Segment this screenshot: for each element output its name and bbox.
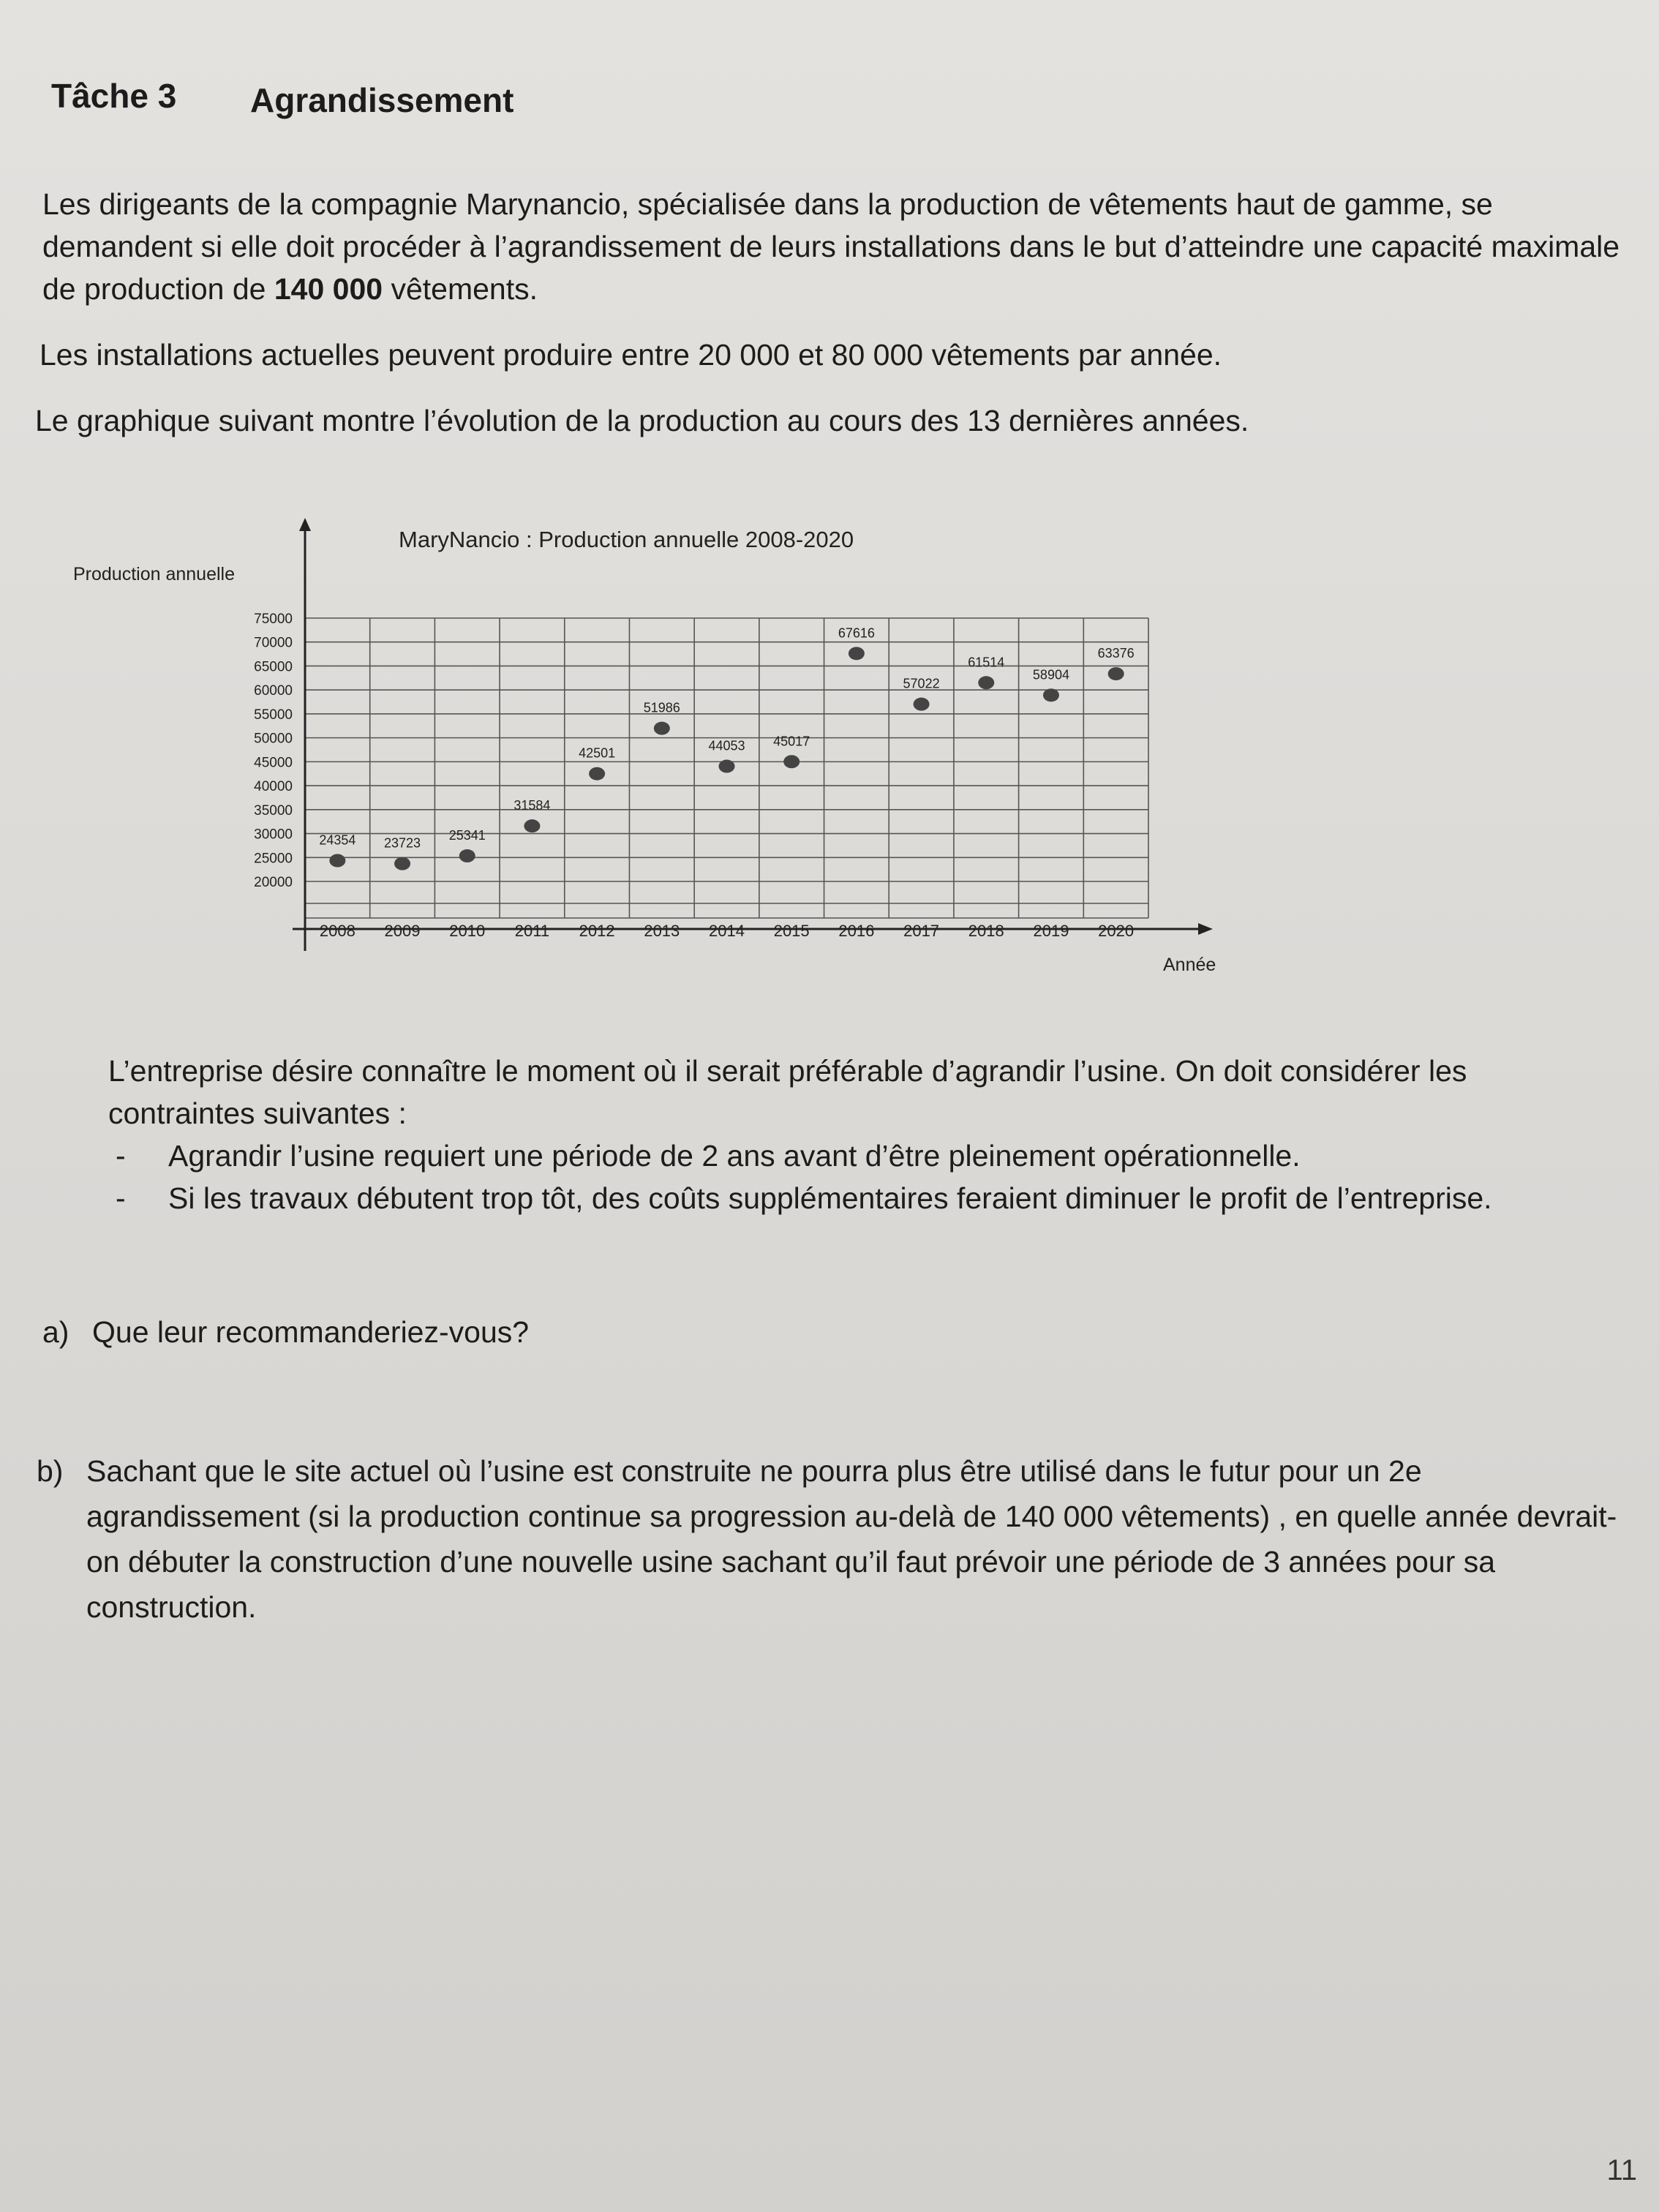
- data-label: 31584: [514, 798, 551, 813]
- data-label: 25341: [448, 828, 486, 843]
- intro-text: Les dirigeants de la compagnie Marynancio, spécialisée dans la production de vêtements haut de gamme, se demandent si elle doit procéder à l’agrandissement de leurs installations dans le but d’atteindre une capacité maximale de production de: [42, 187, 1620, 306]
- intro-bold-capacity: 140 000: [274, 272, 383, 306]
- data-label: 51986: [643, 700, 680, 715]
- task-title: Agrandissement: [250, 81, 514, 119]
- question-b: [37, 1448, 1639, 1630]
- data-point: [459, 849, 475, 862]
- data-point: [978, 676, 994, 689]
- y-tick-label: 45000: [254, 755, 293, 771]
- data-point: [524, 819, 540, 832]
- data-label: 67616: [838, 625, 875, 641]
- x-tick-label: 2014: [709, 922, 745, 940]
- bullet-dash: -: [116, 1139, 126, 1173]
- data-label: 44053: [708, 738, 745, 753]
- question-b-text: Sachant que le site actuel où l’usine est construite ne pourra plus être utilisé dans le futur pour un 2e agrandissement (si la production continue sa progression au-delà de 140 000 vêtements) , en quelle année devrait-on débuter la construction d’une nouvelle usine sachant qu’il faut prévoir une période de 3 années pour sa construction.: [86, 1454, 1617, 1624]
- y-tick-label: 50000: [254, 731, 293, 747]
- x-tick-label: 2017: [903, 922, 940, 940]
- constraint-item: [108, 1177, 1571, 1219]
- question-b-label: b): [37, 1454, 64, 1488]
- constraints-intro: L’entreprise désire connaître le moment où il serait préférable d’agrandir l’usine. On doit considérer les contraintes suivantes :: [108, 1054, 1467, 1130]
- x-tick-label: 2020: [1098, 922, 1135, 940]
- task-number: Tâche 3: [51, 77, 177, 115]
- x-tick-label: 2019: [1033, 922, 1069, 940]
- data-label: 63376: [1097, 646, 1135, 661]
- y-tick-label: 35000: [254, 802, 293, 819]
- capacity-sentence: Les installations actuelles peuvent produire entre 20 000 et 80 000 vêtements par année.: [40, 338, 1222, 372]
- y-tick-label: 65000: [254, 659, 293, 675]
- x-tick-label: 2012: [579, 922, 615, 940]
- data-label: 57022: [903, 676, 940, 691]
- y-tick-label: 40000: [254, 779, 293, 795]
- intro-text-end: vêtements.: [383, 272, 538, 306]
- data-point: [719, 760, 735, 773]
- data-label: 23723: [384, 835, 421, 851]
- question-a-label: a): [42, 1315, 69, 1349]
- data-label: 61514: [968, 655, 1005, 670]
- chart-axes: [293, 518, 1213, 951]
- bullet-dash: -: [116, 1181, 126, 1215]
- constraint-item: [108, 1135, 1571, 1177]
- x-tick-labels: [320, 922, 1134, 940]
- y-axis-arrow: [299, 518, 311, 531]
- y-tick-label: 20000: [254, 875, 293, 890]
- constraint-text: Si les travaux débutent trop tôt, des coûts supplémentaires feraient diminuer le profit de l’entreprise.: [168, 1181, 1492, 1215]
- chart-intro-sentence: Le graphique suivant montre l’évolution de la production au cours des 13 dernières années.: [35, 404, 1249, 437]
- y-tick-label: 55000: [254, 707, 293, 723]
- x-tick-label: 2015: [773, 922, 810, 940]
- y-axis-label: Production annuelle: [73, 564, 235, 584]
- y-tick-label: 30000: [254, 827, 293, 843]
- y-tick-label: 60000: [254, 683, 293, 699]
- data-point: [783, 755, 800, 768]
- data-label: 24354: [319, 832, 356, 848]
- data-point: [329, 854, 345, 868]
- data-point: [849, 647, 865, 660]
- constraint-text: Agrandir l’usine requiert une période de 2 ans avant d’être pleinement opérationnelle.: [168, 1139, 1301, 1173]
- data-point: [1108, 667, 1124, 680]
- x-tick-label: 2016: [838, 922, 875, 940]
- data-point: [914, 698, 930, 711]
- question-a: [42, 1309, 529, 1355]
- y-tick-label: 75000: [254, 612, 293, 627]
- x-tick-label: 2010: [449, 922, 486, 940]
- y-tick-labels: [254, 612, 293, 890]
- x-tick-label: 2013: [644, 922, 680, 940]
- data-point: [589, 767, 605, 780]
- x-tick-label: 2011: [514, 922, 550, 940]
- y-tick-label: 70000: [254, 635, 293, 651]
- x-axis-label: Année: [1163, 955, 1216, 975]
- data-point: [1043, 688, 1059, 701]
- question-a-text: Que leur recommanderiez-vous?: [92, 1315, 530, 1349]
- x-tick-label: 2008: [319, 922, 356, 940]
- intro-paragraph: [42, 183, 1637, 310]
- x-tick-label: 2009: [384, 922, 421, 940]
- x-tick-label: 2018: [968, 922, 1004, 940]
- data-point: [654, 722, 670, 735]
- chart-title: MaryNancio : Production annuelle 2008-2020: [399, 527, 854, 552]
- y-tick-label: 25000: [254, 851, 293, 867]
- constraints-block: [108, 1050, 1571, 1219]
- data-label: 45017: [773, 734, 810, 749]
- page-number: 11: [1606, 2154, 1637, 2186]
- x-axis-arrow: [1198, 923, 1213, 935]
- data-label: 58904: [1032, 667, 1069, 682]
- data-point: [394, 857, 410, 870]
- data-label: 42501: [579, 745, 616, 761]
- production-chart: [59, 512, 1244, 988]
